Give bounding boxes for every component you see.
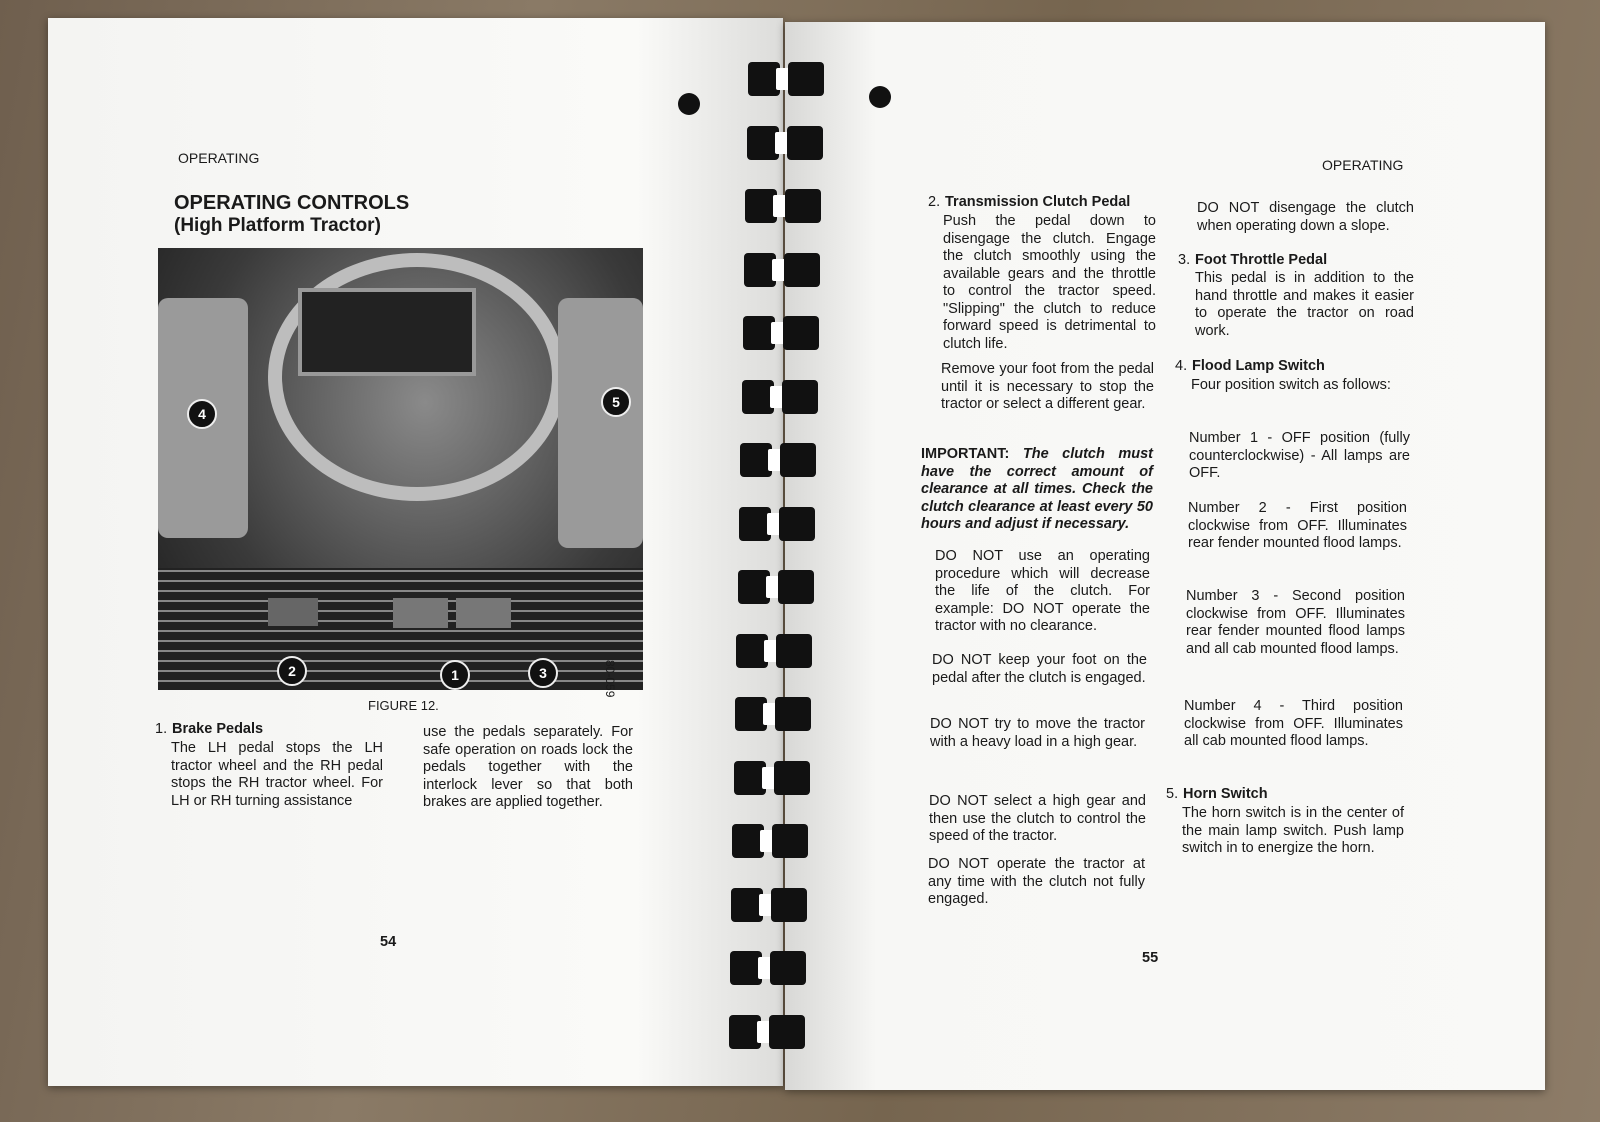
item-title: Foot Throttle Pedal (1195, 252, 1328, 268)
warning-text: DO NOT keep your foot on the pedal after the clutch is engaged. (932, 652, 1147, 686)
page-title: OPERATING CONTROLS (174, 192, 410, 214)
callout-1: 1 (440, 660, 470, 690)
tractor-controls-photo (158, 248, 643, 690)
page-header: OPERATING (178, 150, 260, 166)
switch-position: Number 1 - OFF position (fully counterclockwise) - All lamps are OFF. (1189, 430, 1410, 481)
page-number: 55 (1142, 950, 1159, 966)
item-text: use the pedals separately. For safe operation on roads lock the pedals together with the interlock lever so that both brakes are applied together. (423, 724, 633, 810)
item-text: The LH pedal stops the LH tractor wheel and the RH pedal stops the RH tractor wheel. For LH or RH turning assistance (171, 740, 383, 809)
callout-2: 2 (277, 656, 307, 686)
callout-5: 5 (601, 387, 631, 417)
item-text: The horn switch is in the center of the main lamp switch. Push lamp switch in to energize the horn. (1182, 805, 1404, 856)
binding-ring (745, 189, 841, 223)
figure-code: 80-059 (603, 660, 617, 698)
item-text: Four position switch as follows: (1191, 377, 1391, 393)
punch-hole (678, 93, 700, 115)
item-number: 1. (155, 721, 168, 737)
item-number: 4. (1175, 358, 1188, 374)
binding-ring (748, 62, 844, 96)
binding-ring (731, 888, 827, 922)
binding-ring (736, 634, 832, 668)
item-text: Remove your foot from the pedal until it is necessary to stop the tractor or select a different gear. (941, 361, 1154, 412)
binding-ring (744, 253, 840, 287)
item-title: Brake Pedals (172, 721, 264, 737)
binding-ring (747, 126, 843, 160)
binding-ring (739, 507, 835, 541)
warning-text: DO NOT operate the tractor at any time with the clutch not fully engaged. (928, 856, 1145, 907)
binding-ring (732, 824, 828, 858)
binding-ring (735, 697, 831, 731)
switch-position: Number 4 - Third position clockwise from OFF. Illuminates all cab mounted flood lamps. (1184, 698, 1403, 749)
item-title: Flood Lamp Switch (1192, 358, 1325, 374)
binding-ring (730, 951, 826, 985)
callout-4: 4 (187, 399, 217, 429)
item-number: 2. (928, 194, 941, 210)
item-text: This pedal is in addition to the hand throttle and makes it easier to operate the tractor on road work. (1195, 270, 1414, 339)
warning-text: DO NOT select a high gear and then use the clutch to control the speed of the tractor. (929, 793, 1146, 844)
warning-text: DO NOT try to move the tractor with a heavy load in a high gear. (930, 716, 1145, 750)
item-number: 3. (1178, 252, 1191, 268)
important-text: The clutch must have the correct amount of clearance at all times. Check the clutch clearance at least every 50 hours and adjust if necessary. (921, 446, 1153, 532)
item-text: Push the pedal down to disengage the clutch. Engage the clutch smoothly using the available gears and the throttle to control the tractor speed. "Slipping" the clutch to reduce forward speed is detrimental to clutch life. (943, 213, 1156, 352)
important-label: IMPORTANT: (921, 446, 1010, 462)
switch-position: Number 2 - First position clockwise from OFF. Illuminates rear fender mounted flood lamps. (1188, 500, 1407, 551)
binding-ring (738, 570, 834, 604)
binding-ring (743, 316, 839, 350)
item-title: Horn Switch (1183, 786, 1268, 802)
right-page (785, 22, 1545, 1090)
item-title: Transmission Clutch Pedal (945, 194, 1131, 210)
punch-hole (869, 86, 891, 108)
binding-ring (729, 1015, 825, 1049)
page-number: 54 (380, 934, 397, 950)
warning-text: DO NOT disengage the clutch when operating down a slope. (1197, 200, 1414, 234)
binding-ring (742, 380, 838, 414)
page-header: OPERATING (1322, 157, 1404, 173)
callout-3: 3 (528, 658, 558, 688)
switch-position: Number 3 - Second position clockwise from OFF. Illuminates rear fender mounted flood lamps and all cab mounted flood lamps. (1186, 588, 1405, 657)
warning-text: DO NOT use an operating procedure which will decrease the life of the clutch. For example: DO NOT operate the tractor with no clearance. (935, 548, 1150, 634)
figure-caption: FIGURE 12. (368, 698, 439, 713)
item-number: 5. (1166, 786, 1179, 802)
binding-ring (734, 761, 830, 795)
page-subtitle: (High Platform Tractor) (174, 215, 381, 236)
binding-ring (740, 443, 836, 477)
